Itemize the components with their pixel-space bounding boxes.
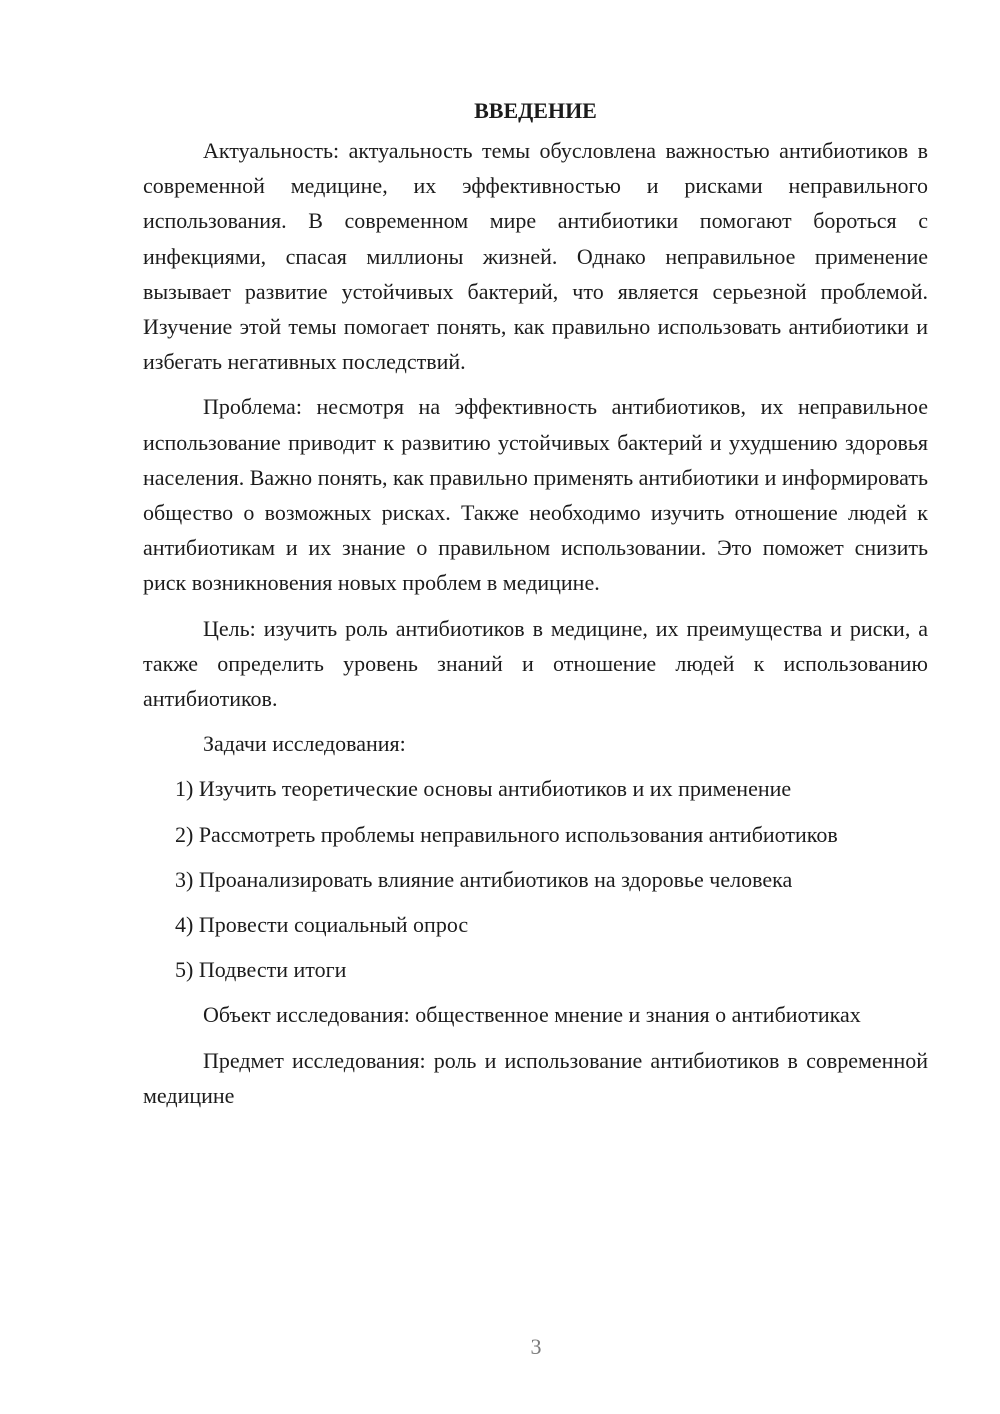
task-item-2: 2) Рассмотреть проблемы неправильного использования антибиотиков — [175, 821, 838, 847]
tasks-heading: Задачи исследования: — [203, 731, 406, 757]
research-subject-paragraph: Предмет исследования: роль и использование антибиотиков в современной медицине — [143, 1047, 928, 1108]
task-item-3: 3) Проанализировать влияние антибиотиков на здоровье человека — [175, 866, 793, 892]
page-number: 3 — [530, 1334, 542, 1359]
relevance-paragraph: Актуальность: актуальность темы обусловлена важностью антибиотиков в современной медицине, их эффективностью и рисками неправильного использования. В современном мире антибиотики помогают бороться с инфекциями, спасая миллионы жизней. Однако неправильное применение вызывает развитие устойчивых бактерий, что является серьезной проблемой. Изучение этой темы помогает понять, как правильно использовать антибиотики и избегать негативных последствий. — [143, 138, 928, 375]
problem-paragraph: Проблема: несмотря на эффективность антибиотиков, их неправильное использование приводит к развитию устойчивых бактерий и ухудшению здоровья населения. Важно понять, как правильно применять антибиотики и информировать общество о возможных рисках. Также необходимо изучить отношение людей к антибиотикам и их знание о правильном использовании. Это поможет снизить риск возникновения новых проблем в медицине. — [143, 394, 928, 596]
section-heading: ВВЕДЕНИЕ — [474, 98, 597, 123]
task-item-1: 1) Изучить теоретические основы антибиотиков и их применение — [175, 776, 792, 802]
task-item-4: 4) Провести социальный опрос — [175, 912, 469, 938]
page-content — [143, 96, 928, 1123]
task-item-5: 5) Подвести итоги — [175, 957, 347, 983]
research-object-paragraph: Объект исследования: общественное мнение и знания о антибиотиках — [203, 1002, 861, 1028]
goal-paragraph: Цель: изучить роль антибиотиков в медицине, их преимущества и риски, а также определить уровень знаний и отношение людей к использованию антибиотиков. — [143, 615, 928, 712]
